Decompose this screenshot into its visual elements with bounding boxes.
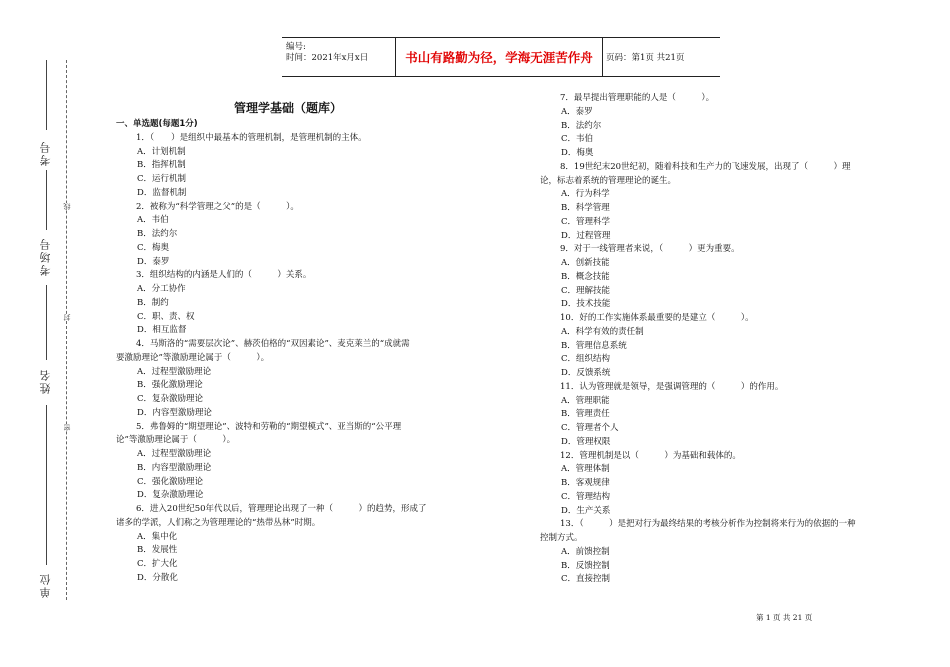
question-stem: 5．弗鲁姆的“期望理论”、波特和劳勒的“期望模式”、亚当斯的“公平理	[136, 421, 402, 432]
answer-option: C．扩大化	[137, 559, 178, 569]
answer-option: D．分散化	[137, 572, 178, 583]
header-box	[282, 37, 720, 77]
field-line	[46, 405, 47, 565]
question-stem: 11．认为管理就是领导，是强调管理的（ ）的作用。	[560, 381, 784, 392]
answer-option: C．强化激励理论	[137, 476, 204, 487]
answer-option: C．梅奥	[137, 242, 170, 253]
answer-option: D．泰罗	[137, 256, 170, 267]
answer-option: D．监督机制	[137, 187, 187, 198]
right-column	[540, 92, 920, 587]
document-title: 管理学基础（题库）	[234, 101, 343, 115]
answer-option: B．指挥机制	[137, 160, 186, 171]
answer-option: D．管理权限	[561, 436, 611, 447]
answer-option: C．运行机制	[137, 174, 187, 184]
answer-option: A．管理体制	[561, 464, 610, 475]
question-continuation: 论，标志着系统的管理理论的诞生。	[540, 175, 677, 186]
question-continuation: 要激励理论”等激励理论属于（ ）。	[116, 352, 270, 363]
answer-option: A．过程型激励理论	[137, 449, 212, 459]
field-line	[46, 285, 47, 360]
answer-option: B．管理责任	[561, 409, 610, 420]
answer-option: D．技术技能	[561, 299, 611, 310]
answer-option: C．管理结构	[561, 491, 611, 502]
unit-label: 单位	[39, 572, 52, 598]
answer-option: C．理解技能	[561, 285, 611, 296]
header-meta	[282, 38, 396, 76]
cut-mark-seal: 封	[63, 314, 71, 321]
question-stem: 9．对于一线管理者来说，（ ）更为重要。	[560, 244, 740, 255]
question-stem: 2．被称为“科学管理之父”的是（ ）。	[136, 201, 299, 212]
answer-option: A．科学有效的责任制	[561, 326, 644, 337]
answer-option: B．制约	[137, 297, 169, 308]
answer-option: D．复杂激励理论	[137, 490, 204, 501]
name-label: 姓名	[39, 368, 52, 394]
answer-option: A．分工协作	[137, 284, 186, 294]
answer-option: C．职、责、权	[137, 311, 195, 322]
question-stem: 13．（ ）是把对行为最终结果的考核分析作为控制将来行为的依据的一种	[560, 519, 856, 530]
answer-option: B．管理信息系统	[561, 340, 627, 351]
field-line	[46, 170, 47, 230]
answer-option: A．过程型激励理论	[137, 366, 212, 377]
answer-option: C．管理科学	[561, 216, 611, 227]
date-label: 时间：2021年x月x日	[286, 53, 369, 63]
serial-number-label: 编号:	[286, 42, 306, 52]
cut-mark-line: 线	[63, 203, 71, 210]
answer-option: C．管理者个人	[561, 423, 619, 433]
answer-option: D．过程管理	[561, 230, 611, 241]
binding-dashed-line	[66, 60, 67, 600]
answer-option: A．管理职能	[561, 395, 610, 406]
page-info: 页码：第1页 共21页	[606, 53, 685, 63]
answer-option: A．韦伯	[137, 215, 169, 226]
page-footer: 第 1 页 共 21 页	[756, 613, 813, 622]
answer-option: D．生产关系	[561, 505, 611, 516]
answer-option: B．科学管理	[561, 203, 610, 213]
answer-option: A．泰罗	[561, 106, 593, 117]
left-column	[116, 118, 476, 586]
answer-option: D．内容型激励理论	[137, 407, 212, 418]
answer-option: C．直接控制	[561, 574, 611, 585]
answer-option: A．创新技能	[561, 258, 610, 268]
answer-option: B．强化激励理论	[137, 380, 203, 391]
answer-option: A．前馈控制	[561, 546, 610, 557]
answer-option: A．计划机制	[137, 146, 186, 157]
answer-option: B．客观规律	[561, 478, 610, 488]
answer-option: A．行为科学	[561, 189, 610, 200]
question-continuation: 控制方式。	[540, 533, 583, 543]
question-stem: 7．最早提出管理职能的人是（ ）。	[560, 93, 715, 103]
answer-option: B．法约尔	[137, 229, 178, 239]
answer-option: D．梅奥	[561, 148, 594, 158]
answer-option: B．发展性	[137, 545, 178, 556]
section-heading: 一、单选题(每题1分)	[116, 119, 198, 129]
exam-number-label: 考号	[39, 140, 52, 166]
answer-option: B．概念技能	[561, 271, 610, 282]
right-question-list	[540, 92, 920, 587]
answer-option: D．反馈系统	[561, 368, 611, 378]
field-line	[46, 60, 47, 130]
answer-option: A．集中化	[137, 531, 178, 542]
answer-option: D．相互监督	[137, 325, 187, 336]
answer-option: C．复杂激励理论	[137, 394, 204, 404]
question-continuation: 论”等激励理论属于（ ）。	[116, 435, 236, 446]
answer-option: B．法约尔	[561, 120, 602, 131]
question-stem: 1．（ ）是组织中最基本的管理机制，是管理机制的主体。	[136, 132, 367, 143]
answer-option: B．反馈控制	[561, 560, 610, 571]
motto-text: 书山有路勤为径，学海无涯苦作舟	[396, 38, 603, 76]
answer-option: B．内容型激励理论	[137, 462, 212, 473]
answer-option: C．韦伯	[561, 134, 594, 145]
question-stem: 6．进入20世纪50年代以后，管理理论出现了一种（ ）的趋势，形成了	[136, 504, 427, 514]
question-stem: 10．好的工作实施体系最重要的是建立（ ）。	[560, 313, 754, 323]
question-stem: 12．管理机制是以（ ）为基础和载体的。	[560, 450, 741, 461]
question-stem: 8．19世纪末20世纪初，随着科技和生产力的飞速发展，出现了（ ）理	[560, 161, 851, 172]
question-stem: 3．组织结构的内涵是人们的（ ）关系。	[136, 270, 312, 281]
exam-room-label: 考场号	[39, 237, 52, 276]
question-continuation: 诸多的学派，人们称之为管理理论的“热带丛林”时期。	[116, 517, 321, 528]
answer-option: C．组织结构	[561, 354, 611, 365]
question-stem: 4．马斯洛的“需要层次论”、赫茨伯格的“双因素论”、麦克莱兰的“成就需	[136, 339, 410, 349]
cut-mark-secret: 密	[63, 424, 71, 431]
left-question-list	[116, 132, 476, 586]
